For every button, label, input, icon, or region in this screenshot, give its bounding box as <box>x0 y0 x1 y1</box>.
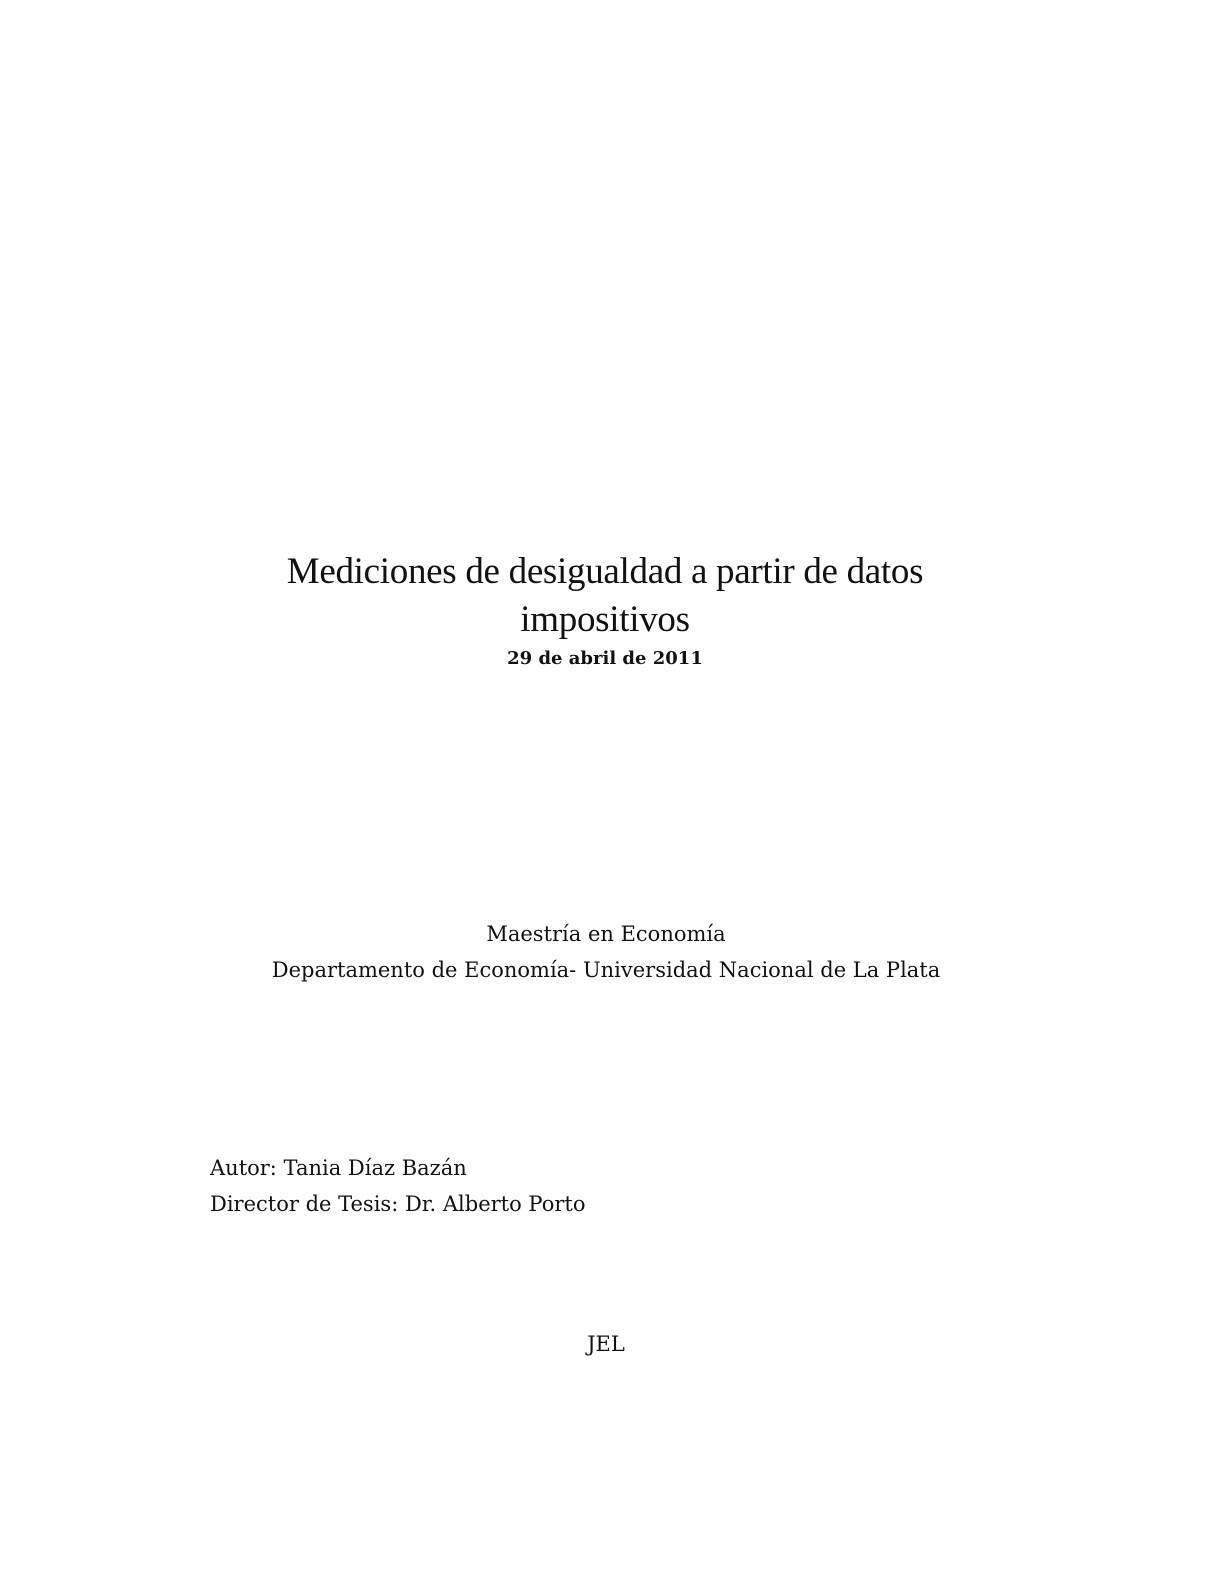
author-line: Autor: Tania Díaz Bazán <box>210 1156 467 1180</box>
jel-label: JEL <box>587 1332 625 1356</box>
document-title-line-1: Mediciones de desigualdad a partir de datos <box>286 551 924 592</box>
document-title-line-2: impositivos <box>520 599 690 640</box>
program-block <box>150 916 1062 988</box>
director-line: Director de Tesis: Dr. Alberto Porto <box>210 1192 586 1216</box>
department-name: Departamento de Economía- Universidad Nacional de La Plata <box>271 958 941 982</box>
program-name: Maestría en Economía <box>486 922 726 946</box>
author-block <box>210 1150 1010 1222</box>
document-date: 29 de abril de 2011 <box>507 648 703 669</box>
title-block <box>212 548 998 672</box>
